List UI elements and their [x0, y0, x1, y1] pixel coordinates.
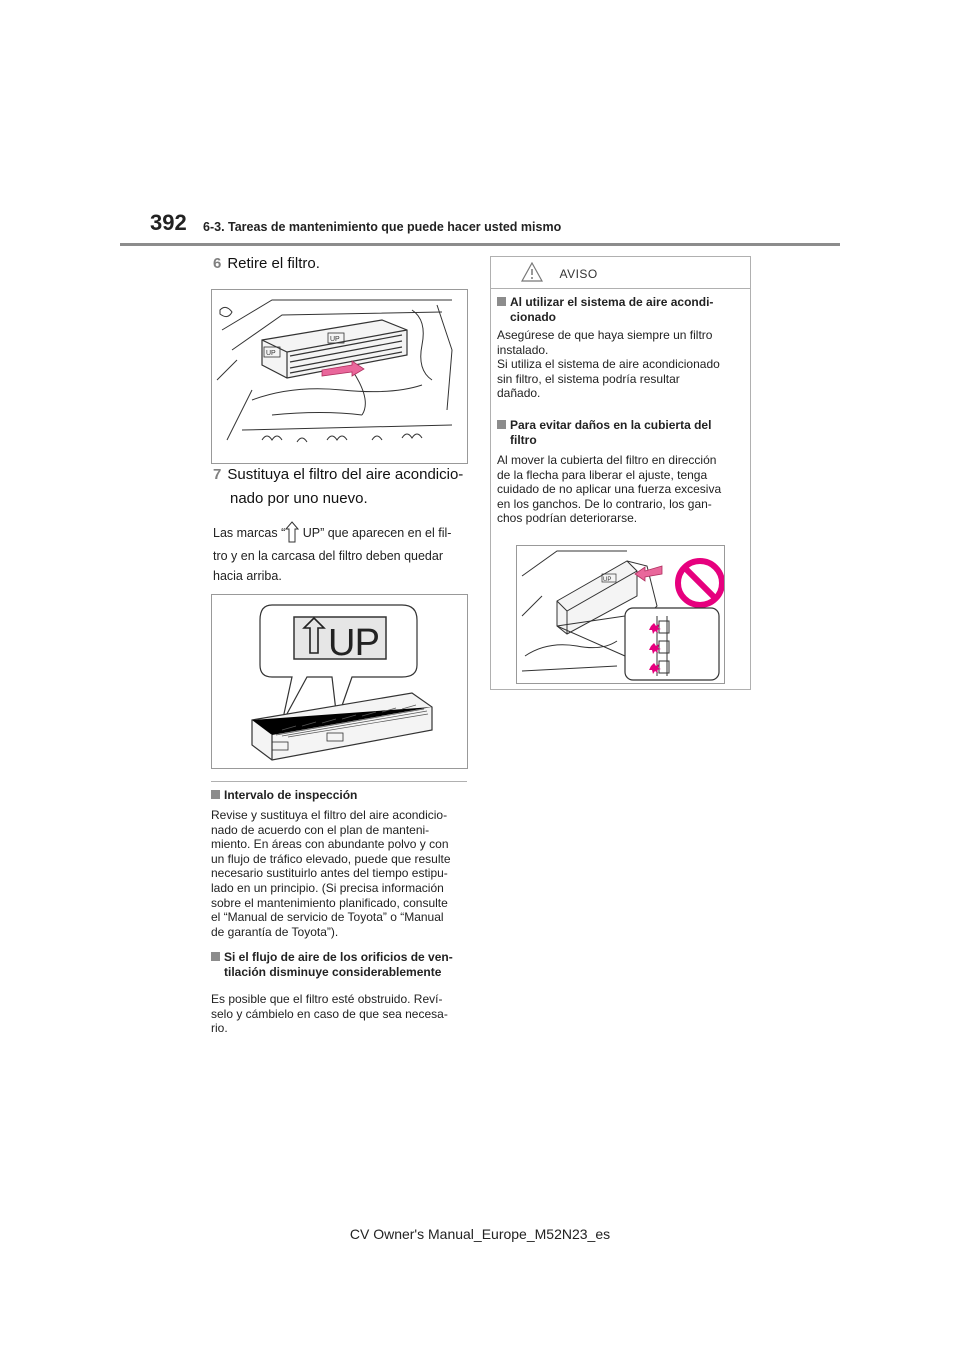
heading-text: Al utilizar el sistema de aire acondi-	[510, 295, 714, 309]
text-line: de la flecha para liberar el ajuste, tenga	[497, 467, 708, 482]
filter-cover-text	[497, 453, 747, 526]
release-arrow-icon	[635, 566, 662, 581]
text-line: necesario sustituirlo antes del tiempo estipu-	[211, 866, 448, 881]
text-line: miento. En áreas con abundante polvo y con	[211, 837, 449, 852]
step-7-line2: nado por uno nuevo.	[230, 490, 368, 507]
header-rule	[120, 243, 840, 246]
text-line: en los ganchos. De lo contrario, los gan-	[497, 496, 712, 511]
heading-text: Para evitar daños en la cubierta del	[510, 418, 712, 432]
text-line: lado en un principio. (Si precisa información	[211, 880, 444, 895]
airflow-text	[211, 992, 471, 1036]
filter-removal-figure	[211, 289, 468, 464]
up-label-left: UP	[266, 350, 276, 357]
text-line: chos podrían deteriorarse.	[497, 511, 638, 526]
text-line: dañado.	[497, 386, 541, 401]
inspection-interval-heading	[211, 788, 357, 803]
footer: CV Owner's Manual_Europe_M52N23_es	[349, 1226, 611, 1242]
heading-text: filtro	[510, 433, 537, 447]
filter-removal-illustration	[212, 290, 467, 463]
text-line: Es posible que el filtro esté obstruido. Reví-	[211, 992, 443, 1006]
heading-text: Si el flujo de aire de los orificios de ven-	[224, 950, 453, 964]
step-7	[213, 466, 463, 483]
text-line: Al mover la cubierta del filtro en dirección	[497, 453, 717, 467]
note-text: Las marcas “	[213, 526, 286, 540]
section-title: 6-3. Tareas de mantenimiento que puede hacer usted mismo	[203, 220, 562, 234]
heading-text: tilación disminuye considerablemente	[224, 965, 442, 979]
text-line: sobre el mantenimiento planificado, consulte	[211, 895, 448, 910]
inspection-interval-text	[211, 808, 471, 939]
text-line: nado de acuerdo con el plan de manteni-	[211, 822, 430, 837]
up-mark-figure	[211, 594, 468, 769]
filter-cover-figure	[516, 545, 725, 684]
up-label-right: UP	[330, 336, 340, 343]
heading-text: Intervalo de inspección	[224, 788, 358, 802]
note-line1	[213, 521, 451, 543]
text-line: selo y cámbielo en caso de que sea necesa-	[211, 1006, 448, 1021]
heading-text: cionado	[510, 310, 557, 324]
step-text: Retire el filtro.	[227, 255, 320, 272]
warning-label: AVISO	[559, 267, 598, 281]
up-mark-illustration	[212, 595, 467, 768]
ac-system-heading	[497, 295, 742, 325]
large-up-label: UP	[328, 622, 380, 664]
bullet-square-icon	[497, 420, 506, 429]
note-text: UP” que aparecen en el fil-	[299, 526, 452, 540]
bullet-square-icon	[211, 952, 220, 961]
step-6	[213, 255, 320, 272]
note-line2: tro y en la carcasa del filtro deben quedar	[213, 549, 443, 563]
filter-cover-heading	[497, 418, 742, 448]
prohibition-icon	[678, 561, 722, 605]
filter-cover-illustration	[517, 546, 724, 683]
text-line: instalado.	[497, 342, 549, 357]
bullet-square-icon	[497, 297, 506, 306]
airflow-heading	[211, 950, 453, 980]
text-line: el “Manual de servicio de Toyota” o “Manual	[211, 910, 444, 925]
text-line: Revise y sustituya el filtro del aire acondicio-	[211, 808, 448, 822]
step-number: 6	[213, 255, 222, 272]
ac-system-text	[497, 328, 747, 401]
bullet-square-icon	[211, 790, 220, 799]
cover-up-label: UP	[603, 577, 612, 583]
section-divider	[211, 781, 467, 782]
step-text-line1: Sustituya el filtro del aire acondicio-	[227, 466, 464, 483]
text-line: sin filtro, el sistema podría resultar	[497, 371, 680, 386]
up-arrow-icon	[285, 521, 299, 543]
page-number: 392	[150, 210, 187, 235]
text-line: de garantía de Toyota”).	[211, 924, 339, 939]
text-line: un flujo de tráfico elevado, puede que resulte	[211, 851, 451, 866]
text-line: Asegúrese de que haya siempre un filtro	[497, 328, 713, 342]
warning-header-rule	[490, 288, 750, 289]
warning-header	[521, 262, 598, 283]
note-line3: hacia arriba.	[213, 569, 282, 583]
text-line: cuidado de no aplicar una fuerza excesiva	[497, 482, 722, 497]
text-line: Si utiliza el sistema de aire acondicionado	[497, 357, 720, 372]
warning-triangle-icon	[521, 262, 543, 282]
text-line: rio.	[211, 1021, 228, 1036]
step-number: 7	[213, 466, 222, 483]
